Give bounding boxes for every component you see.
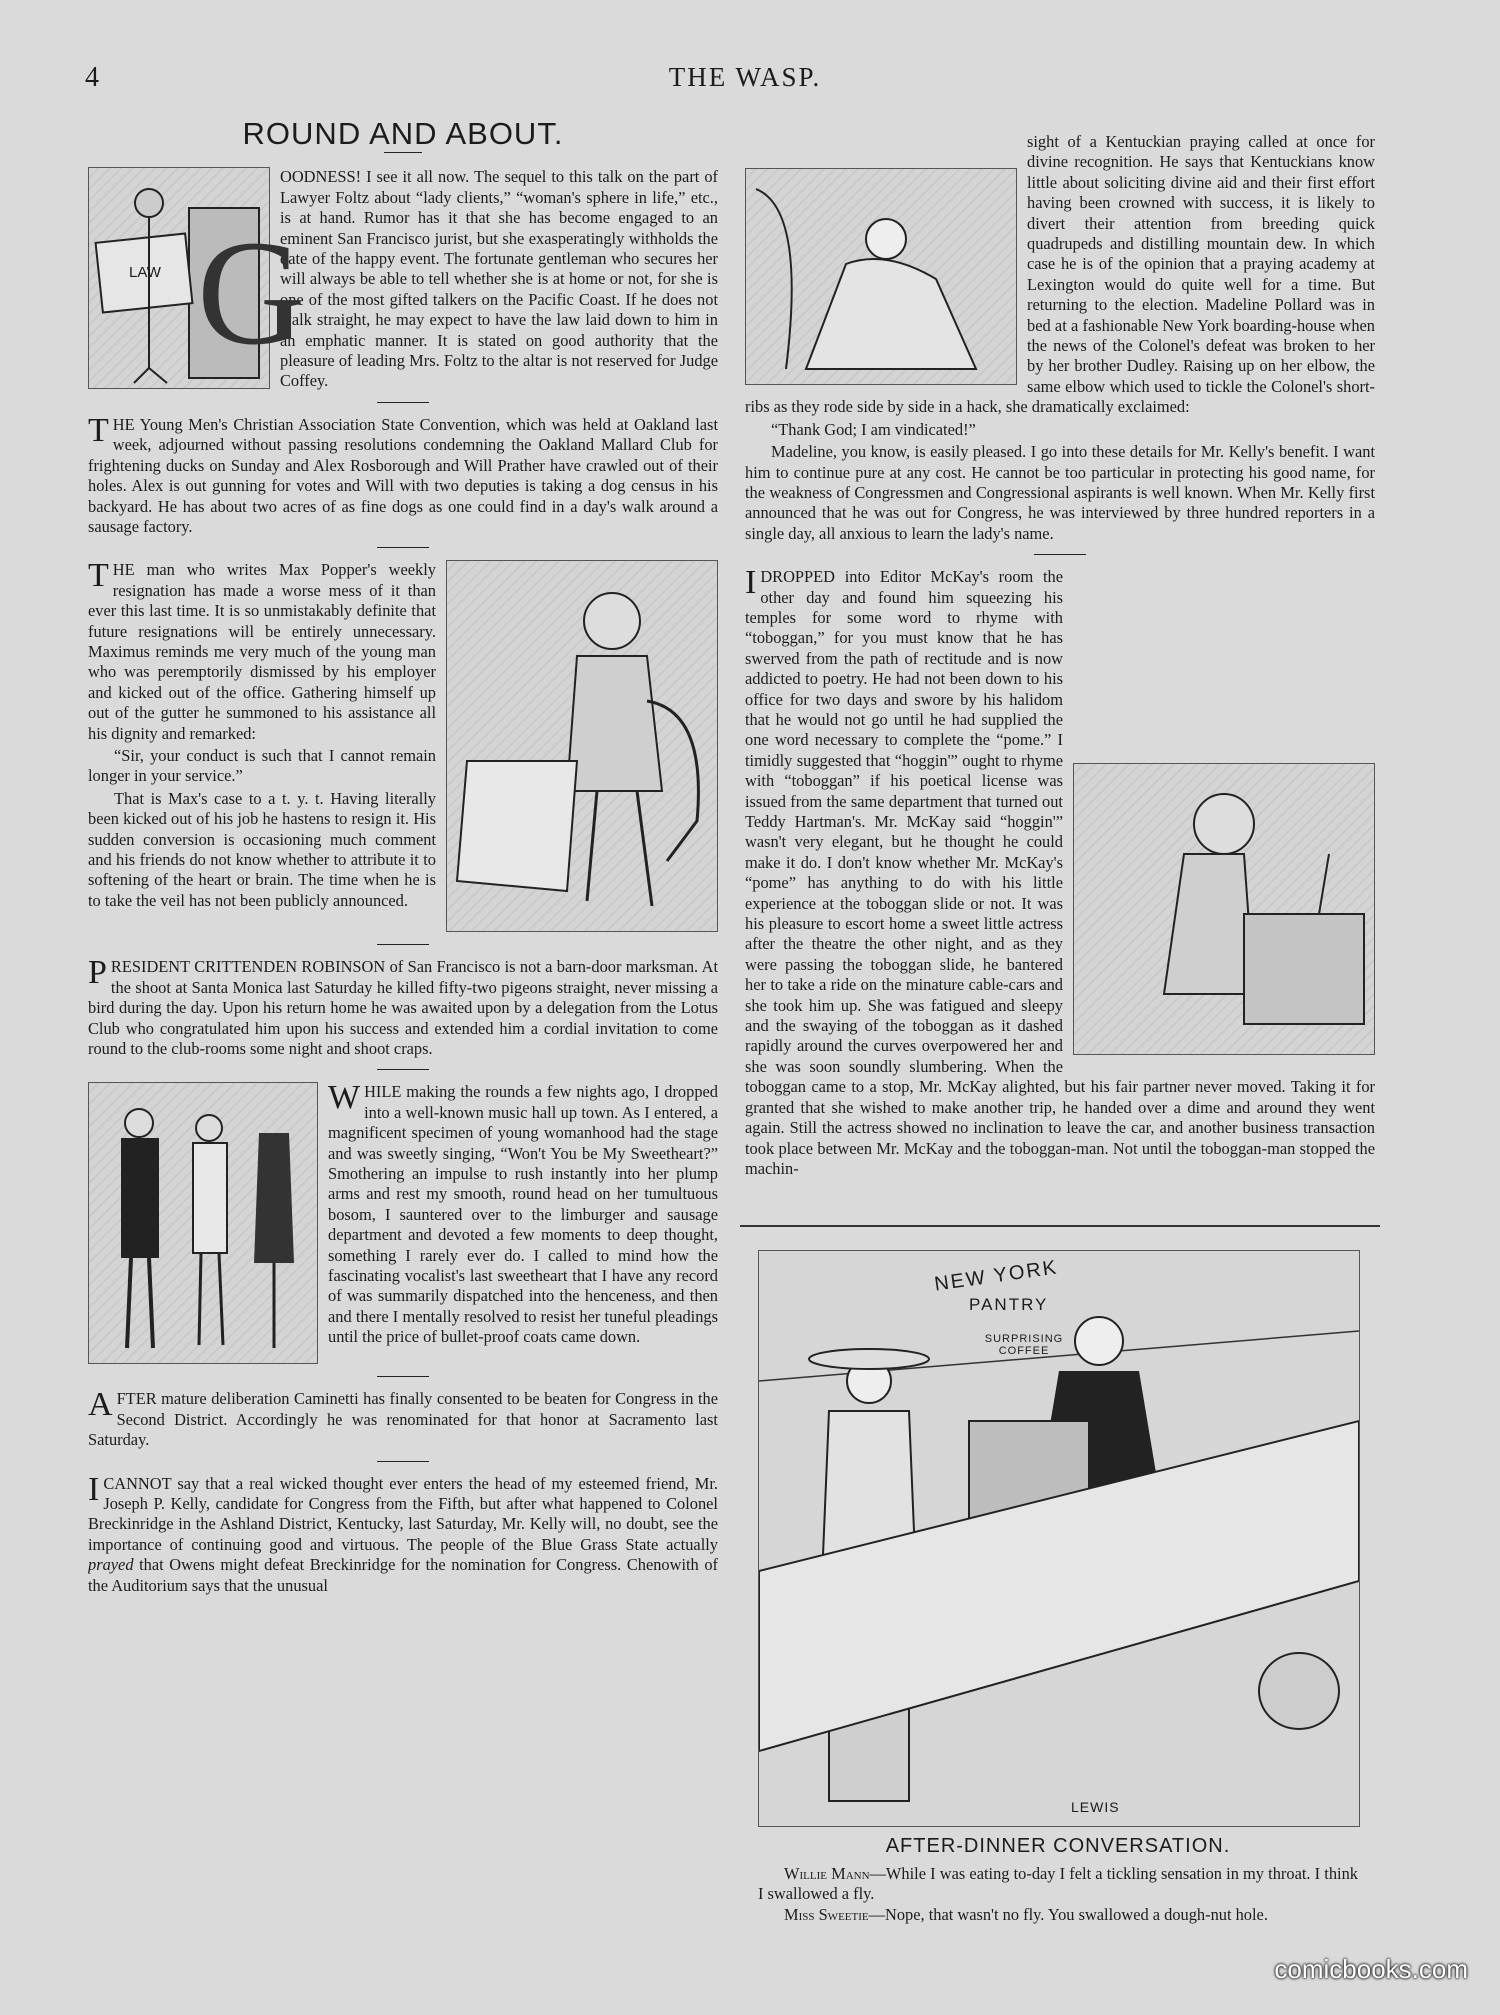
- dialogue-line-1: [758, 1864, 1358, 1905]
- popper-illustration: [446, 560, 718, 932]
- divider: [377, 402, 429, 403]
- artist-signature: LEWIS: [1071, 1799, 1120, 1815]
- divider: [377, 547, 429, 548]
- drop-cap: A: [88, 1389, 113, 1424]
- speaker-sweetie: Miss Sweetie: [784, 1904, 869, 1924]
- kelly-text-2: Madeline, you know, is easily pleased. I go into these details for Mr. Kelly's benefit. I want him to continue pure at any cost. He cannot be too particular in protecting his good name, for the weakness of Congressmen and Congressional aspirants is well known. When Mr. Kelly first announced that he was out for Congress, he was interviewed by three hundred reporters in a single day, all anxious to learn the lady's name.: [745, 442, 1375, 543]
- right-column: [745, 132, 1375, 1187]
- speaker-willie: Willie Mann: [784, 1864, 870, 1883]
- kelly-text-a: CANNOT say that a real wicked thought ever enters the head of my esteemed friend, Mr. Joseph P. Kelly, candidate for Congress from the Fifth, but after what happened to Colonel Breckinridge in the Ashland District, Kentucky, last Saturday, Mr. Kelly will, no doubt, see the importance of continuing good and virtuous. The people of the Blue Grass State actually: [88, 1473, 718, 1554]
- mckay-text: DROPPED into Editor McKay's room the other day and found him squeezing his temples for some word to rhyme with “toboggan,” for you must know that he has swerved from the path of rectitude and is now addicted to poetry. He had not been down to his office for two days and swore by his halidom that he would not go until he had supplied the one word necessary to complete the “pome.” I timidly suggested that “hoggin'” ought to rhyme with “toboggan” if his poetical license was issued from the same department that turned out Teddy Hartman's. Mr. McKay said “hoggin'” wasn't very elegant, but he thought he could make it do. I don't know whether Mr. McKay's “pome” has anything to do with his little experience at the toboggan slide or not. It was his pleasure to escort home a sweet little actress after the theatre the other night, and as they were passing the toboggan slide, he bantered her to take a ride on the minature cable-cars and she took him up. She was fatigued and sleepy and the swaying of the toboggan as it dashed rapidly around the curves overpowered her and she was soon soundly slumbering. When the toboggan came to a stop, Mr. McKay alighted, but his fair partner never moved. Taking it for granted that she wished to make another trip, he handed over a dime and around they went again. Still the actress showed no inclination to leave the car, and another business transaction took place between Mr. McKay and the toboggan-man. Not until the toboggan-man stopped the machin-: [745, 567, 1375, 1178]
- divider: [377, 1461, 429, 1462]
- kelly-quote: “Thank God; I am vindicated!”: [771, 419, 976, 439]
- item-music-hall: [88, 1082, 718, 1368]
- drop-cap: I: [745, 567, 757, 602]
- cartoon-top-rule: [740, 1225, 1380, 1227]
- ymca-text: HE Young Men's Christian Association State Convention, which was held at Oakland last week, adjourned without passing resolutions condemning the Oakland Mallard Club for frightening ducks on Sunday and Alex Rosborough and Will Prather have crawled out of their holes. Alex is out gunning for votes and Will with two deputies is taking a dog census in his backyard. He has about two acres of as fine dogs as one could find in a day's walk around a sausage factory.: [88, 414, 718, 536]
- seated-man-drawing: [447, 561, 717, 931]
- law-book-label: LAW: [129, 264, 161, 282]
- popper-quote: “Sir, your conduct is such that I cannot remain longer in your service.”: [88, 745, 436, 786]
- music-hall-text: HILE making the rounds a few nights ago, I dropped into a well-known music hall up town. As I entered, a magnificent specimen of young womanhood had the stage and was sweetly singing, “Won't You be My Sweetheart?” Smothering an impulse to rush instantly into her plump arms and rest my smooth, round head on her tumultuous bosom, I sauntered over to the limburger and sausage department and devoted a few moments to deep thought, something I rarely ever do. I called to mind how the fascinating vocalist's last sweetheart that I have any record of was summarily dispatched into the henceness, and then and there I mentally resolved to resist her tuneful pleadings until the price of bullet-proof coats came down.: [328, 1082, 718, 1347]
- item-caminetti: [88, 1389, 718, 1452]
- item-kelly: [88, 1474, 718, 1598]
- section-title: ROUND AND ABOUT.: [242, 116, 564, 151]
- item-popper: [88, 560, 718, 936]
- line-willie: —While I was eating to-day I felt a tickling sensation in my throat. I think I swallowed a fly.: [758, 1864, 1358, 1904]
- divider: [377, 1376, 429, 1377]
- running-head: THE WASP.: [668, 62, 822, 92]
- drop-cap-g: G: [197, 210, 306, 377]
- watermark: comicbooks.com: [1274, 1954, 1468, 1984]
- item-goodness: [88, 167, 718, 393]
- drop-cap: W: [328, 1082, 361, 1117]
- pantry-sign-line1: NEW YORK: [933, 1256, 1060, 1296]
- left-column: [88, 116, 718, 1604]
- cartoon: [758, 1250, 1358, 1925]
- cartoon-illustration: [758, 1250, 1360, 1827]
- caminetti-text: FTER mature deliberation Caminetti has finally consented to be beaten for Congress in the Second District. Accordingly he was renominated for that honor at Sacramento last Saturday.: [88, 1389, 718, 1450]
- drop-cap: I: [88, 1473, 100, 1508]
- drop-cap: T: [88, 560, 109, 595]
- mckay-illustration: [1073, 763, 1375, 1055]
- lawyer-illustration: [88, 167, 306, 389]
- divider: [377, 944, 429, 945]
- cartoon-caption: AFTER-DINNER CONVERSATION.: [885, 1835, 1231, 1857]
- popper-text: HE man who writes Max Popper's weekly resignation has made a worse mess of it than ever this last time. It is so unmistakably definite that future resignations will be entirely unnecessary. Maximus reminds me very much of the young man who was peremptorily dismissed by his employer and kicked out of the office. Gathering himself up out of the gutter he summoned to his assistance all his dignity and remarked:: [88, 560, 436, 743]
- line-sweetie: —Nope, that wasn't no fly. You swallowed a dough-nut hole.: [868, 1904, 1268, 1924]
- kelly-emphasis: prayed: [88, 1555, 134, 1575]
- divider: [377, 1069, 429, 1070]
- kelly-text-b: that Owens might defeat Breckinridge for the nomination for Congress. Chenowith of the Auditorium says that the unusual: [88, 1555, 718, 1595]
- item-kelly-continued: [745, 132, 1375, 546]
- woman-in-bed-drawing: [746, 169, 1016, 384]
- three-men-drawing: [89, 1083, 317, 1363]
- dialogue-line-2: [758, 1905, 1358, 1925]
- goodness-text: OODNESS! I see it all now. The sequel to this talk on the part of Lawyer Foltz about “lady clients,” “woman's sphere in life,” etc., is at hand. Rumor has it that she has become engaged to an eminent San Francisco jurist, but she exasperatingly withholds the date of the happy event. The fortunate gentleman who secures her will always be able to tell whether she is at home or not, for she is one of the most gifted talkers on the Pacific Coast. If he does not walk straight, he may expect to have the law laid down to him in an emphatic manner. It is stated on good authority that the pleasure of leading Mrs. Foltz to the altar is not reserved for Judge Coffey.: [280, 167, 718, 391]
- cartoon-dialogue: [758, 1864, 1358, 1925]
- page-number: 4: [85, 62, 99, 93]
- page-header: [85, 62, 1405, 102]
- robinson-text: RESIDENT CRITTENDEN ROBINSON of San Francisco is not a barn-door marksman. At the shoot at Santa Monica last Saturday he killed fifty-two pigeons straight, never missing a bird during the day. Upon his return home he was awaited upon by a delegation from the Lotus Club who congratulated him upon his success and extended him a cordial invitation to come round to the club-rooms some night and shoot craps.: [88, 957, 718, 1058]
- item-ymca: [88, 415, 718, 539]
- madeline-illustration: [745, 168, 1017, 385]
- popper-text-2: That is Max's case to a t. y. t. Having literally been kicked out of his job he hastens to resign it. His sudden conversion is occasioning much comment and his friends do not know whether to attribute it to softening of the heart or brain. The time when he is to take the veil has not been publicly announced.: [88, 788, 436, 910]
- gentlemen-illustration: [88, 1082, 318, 1364]
- item-mckay: [745, 567, 1375, 1181]
- poet-at-desk-drawing: [1074, 764, 1374, 1054]
- pantry-sign-line2: PANTRY: [969, 1295, 1049, 1314]
- drop-cap: P: [88, 957, 107, 992]
- item-robinson: [88, 957, 718, 1061]
- divider: [384, 152, 422, 153]
- kelly-continued-text: sight of a Kentuckian praying called at once for divine recognition. He says that Kentuckians know little about soliciting divine aid and their first effort having been crowned with success, it is likely to divert their attention from breeding quick quadrupeds and distilling mountain dew. In which case he is of the opinion that a praying academy at Lexington would do quite well for a time. But returning to the election. Madeline Pollard was in bed at a fashionable New York boarding-house when the news of the Colonel's defeat was broken to her by her brother Dudley. Raising up on her elbow, the same elbow which used to tickle the Colonel's short-ribs as they rode side by side in a hack, she dramatically exclaimed:: [745, 132, 1375, 417]
- drop-cap: T: [88, 414, 109, 449]
- divider: [1034, 554, 1086, 555]
- kelly-text: [88, 1474, 718, 1596]
- coffee-sign: SURPRISING COFFEE: [984, 1333, 1064, 1357]
